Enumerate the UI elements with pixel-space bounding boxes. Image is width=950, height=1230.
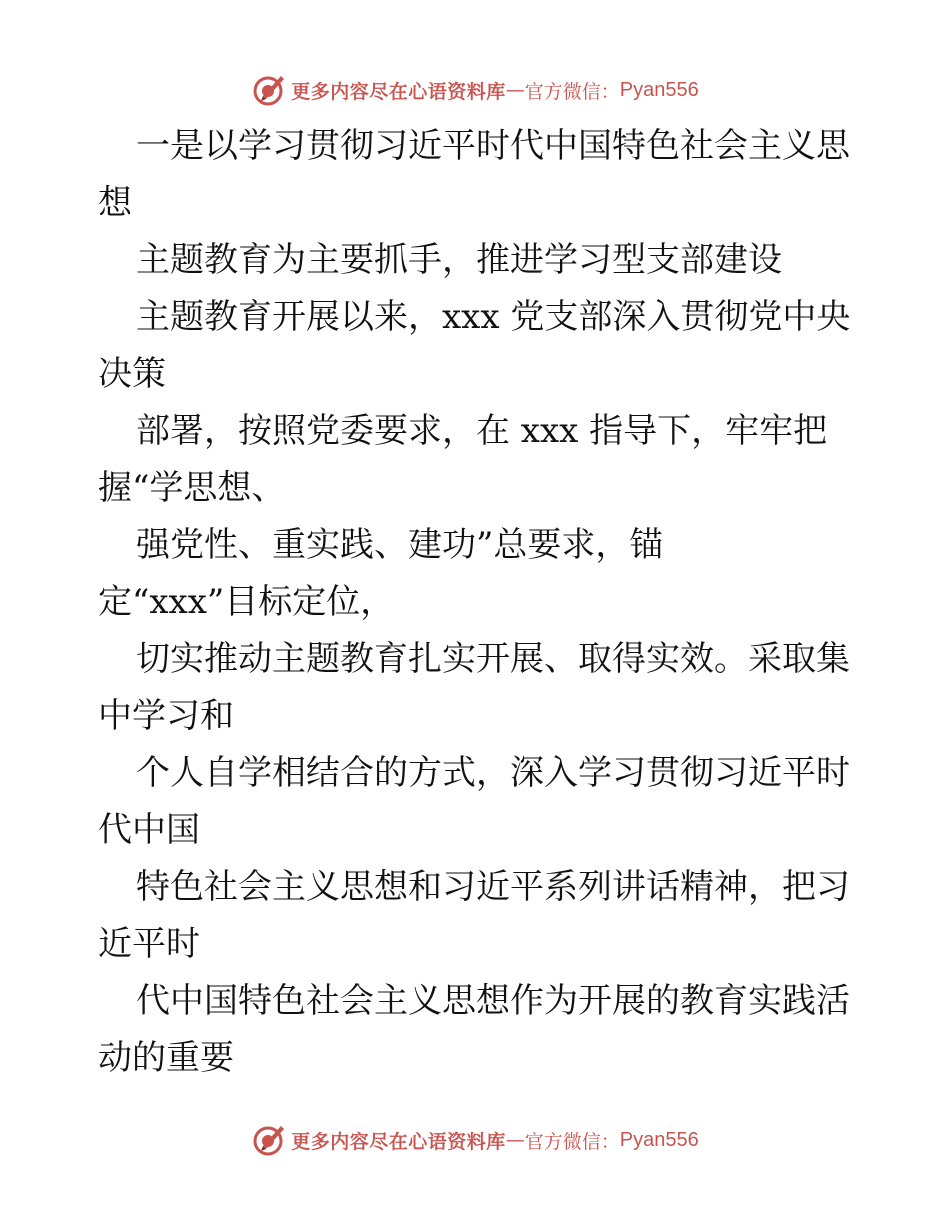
- pen-logo-icon: [251, 72, 287, 108]
- header-separator: —: [505, 79, 525, 101]
- footer-wechat-id: Pyan556: [619, 1128, 699, 1151]
- text-line: 主题教育为主要抓手，推进学习型支部建设: [136, 240, 782, 280]
- footer-separator: —: [505, 1129, 525, 1151]
- footer-banner-content: [251, 1122, 699, 1158]
- text-line: 代中国: [98, 810, 200, 850]
- text-line: 特色社会主义思想和习近平系列讲话精神，把习: [136, 867, 850, 907]
- text-line: 切实推动主题教育扎实开展、取得实效。采取集: [136, 639, 850, 679]
- text-line: 主题教育开展以来，xxx 党支部深入贯彻党中央: [136, 297, 851, 337]
- text-line: 个人自学相结合的方式，深入学习贯彻习近平时: [136, 753, 850, 793]
- header-banner-content: [251, 72, 699, 108]
- text-line: 中学习和: [98, 696, 234, 736]
- text-line: 一是以学习贯彻习近平时代中国特色社会主义思: [136, 126, 850, 166]
- text-line: 代中国特色社会主义思想作为开展的教育实践活: [136, 981, 850, 1021]
- text-line: 强党性、重实践、建功”总要求，锚: [136, 525, 664, 565]
- footer-site-text: 更多内容尽在心语资料库: [291, 1130, 506, 1153]
- text-line: 握“学思想、: [98, 468, 286, 508]
- header-wechat-label: 官方微信：: [524, 80, 620, 103]
- text-line: 决策: [98, 354, 166, 394]
- text-line: 定“xxx”目标定位，: [98, 582, 395, 622]
- header-banner: [0, 70, 950, 110]
- text-line: 动的重要: [98, 1038, 234, 1078]
- footer-banner: [0, 1120, 950, 1160]
- text-line: 近平时: [98, 924, 200, 964]
- document-body: [98, 118, 858, 1087]
- text-line: 部署，按照党委要求，在 xxx 指导下，牢牢把: [136, 411, 828, 451]
- header-wechat-id: Pyan556: [619, 78, 699, 101]
- pen-logo-icon: [251, 1122, 287, 1158]
- header-site-text: 更多内容尽在心语资料库: [291, 80, 506, 103]
- text-line: 想: [98, 183, 132, 223]
- footer-wechat-label: 官方微信：: [524, 1130, 620, 1153]
